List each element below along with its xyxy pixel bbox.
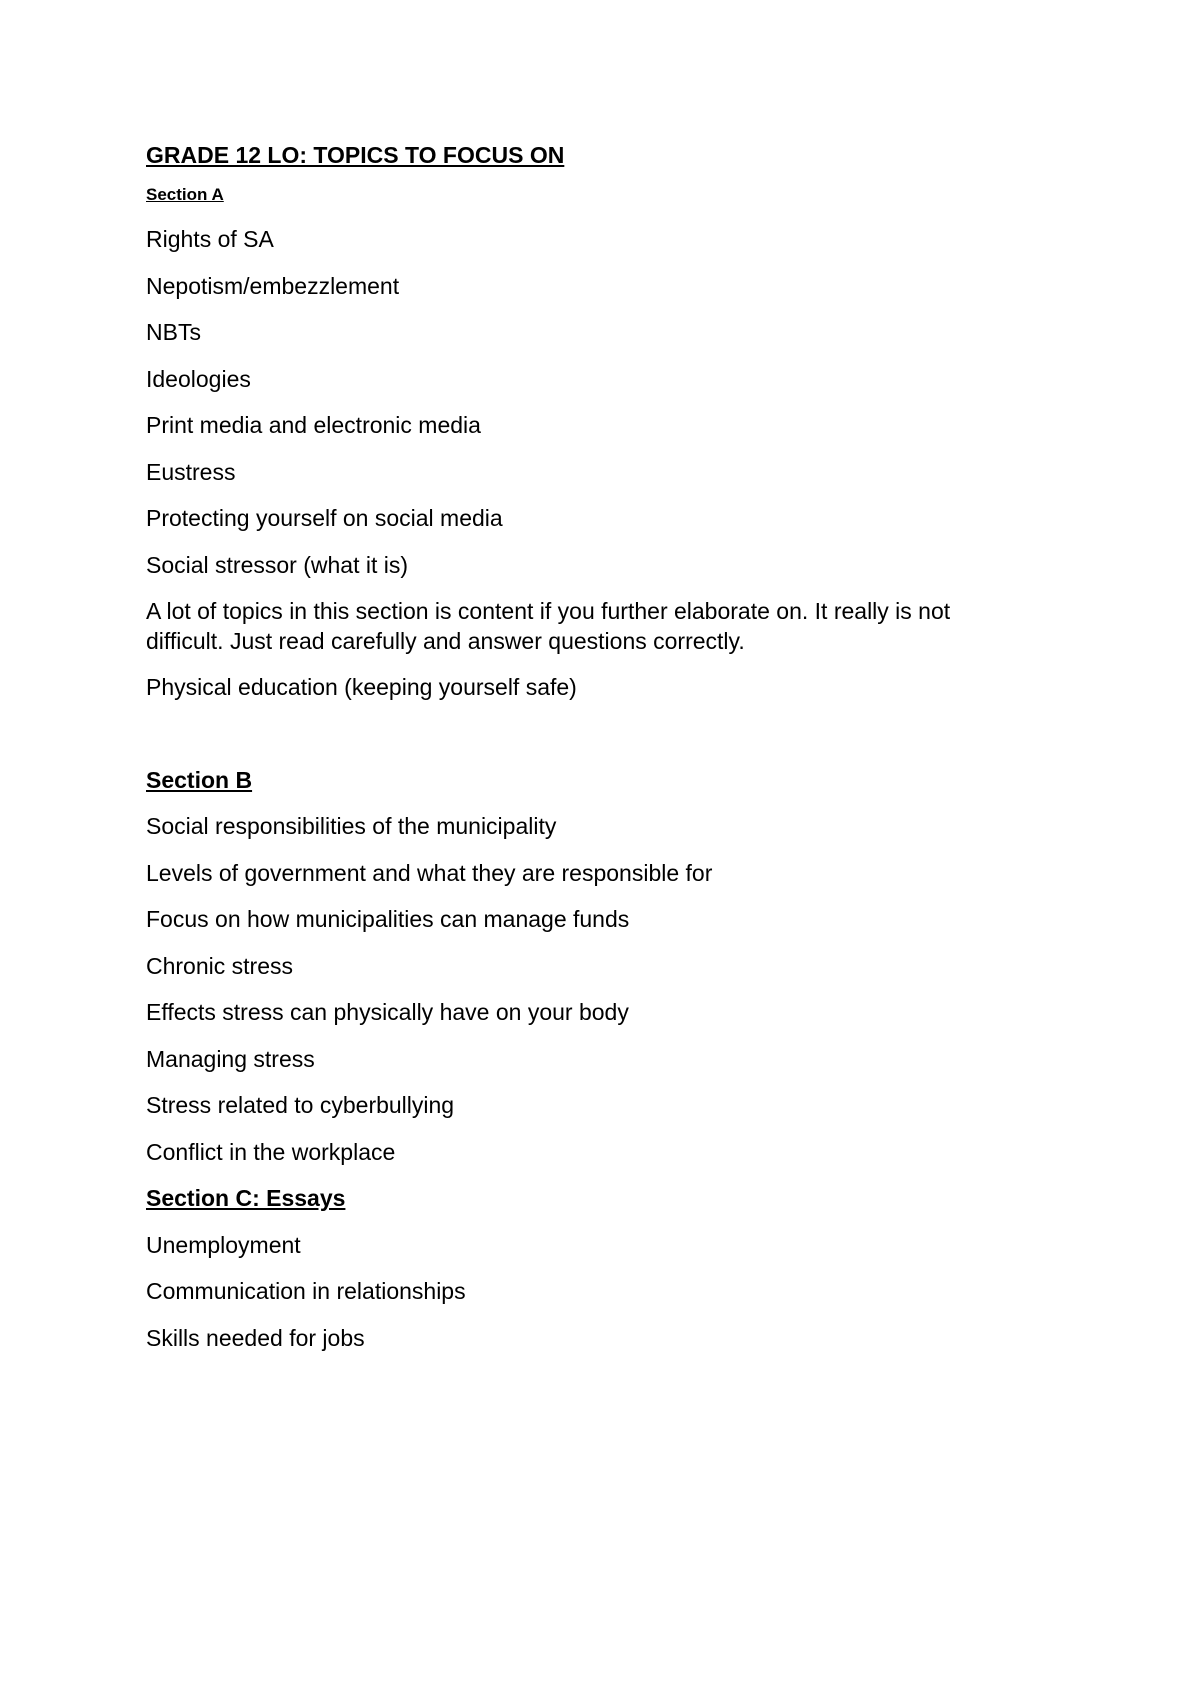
section-b-item: Chronic stress xyxy=(146,952,293,979)
section-b-item: Managing stress xyxy=(146,1045,315,1072)
section-a-heading: Section A xyxy=(146,185,224,204)
section-b-item: Levels of government and what they are responsible for xyxy=(146,859,713,886)
section-a-item: NBTs xyxy=(146,319,201,345)
section-a-note: A lot of topics in this section is content if you further elaborate on. It really is not difficult. Just read carefully and answer questions correctly. xyxy=(146,598,951,654)
section-b-heading: Section B xyxy=(146,766,253,793)
section-c-item: Skills needed for jobs xyxy=(146,1324,365,1351)
document-content xyxy=(146,140,1026,1369)
section-b-item: Effects stress can physically have on your body xyxy=(146,999,629,1025)
section-a-item: Rights of SA xyxy=(146,226,274,252)
section-c-item: Communication in relationships xyxy=(146,1278,466,1304)
section-b-item: Social responsibilities of the municipality xyxy=(146,813,557,839)
section-b-item: Stress related to cyberbullying xyxy=(146,1092,455,1118)
section-a-item: Nepotism/embezzlement xyxy=(146,272,400,299)
section-a-item: Eustress xyxy=(146,458,236,485)
section-b-item: Conflict in the workplace xyxy=(146,1138,396,1165)
section-a-item: Print media and electronic media xyxy=(146,412,481,438)
section-a-item: Social stressor (what it is) xyxy=(146,551,409,578)
document-title: GRADE 12 LO: TOPICS TO FOCUS ON xyxy=(146,142,565,168)
section-b-item: Focus on how municipalities can manage funds xyxy=(146,906,630,932)
section-spacer xyxy=(146,719,1026,765)
section-c-heading: Section C: Essays xyxy=(146,1185,346,1211)
section-a-item: Physical education (keeping yourself safe) xyxy=(146,674,577,700)
section-c-item: Unemployment xyxy=(146,1231,301,1258)
section-a-item: Ideologies xyxy=(146,365,251,392)
section-a-item: Protecting yourself on social media xyxy=(146,505,503,531)
